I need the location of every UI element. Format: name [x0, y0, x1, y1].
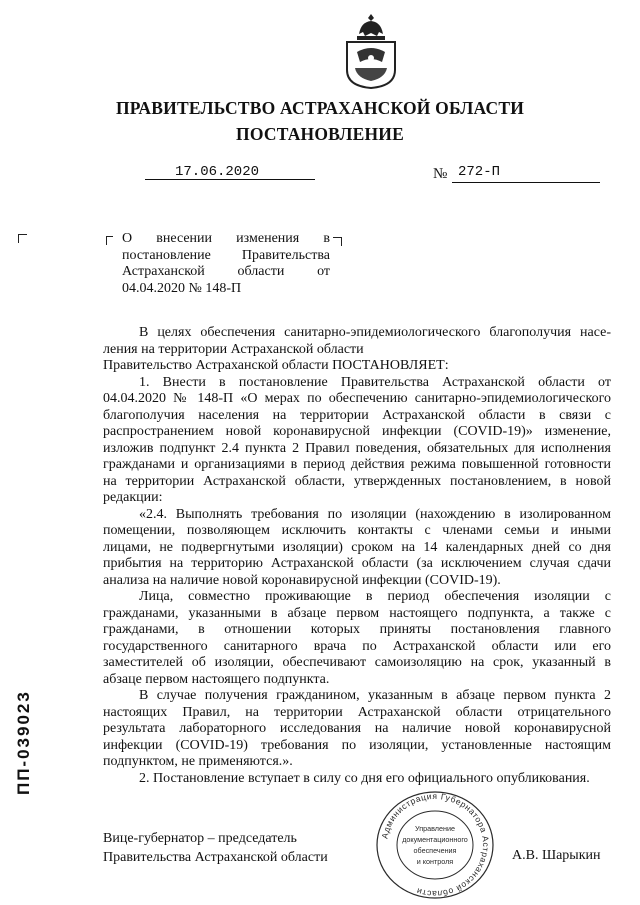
body-line: редакции:: [103, 490, 163, 505]
body-line: изложив подпункт 2.4 пункта 2 Правил поведения, обязательных для исполнения: [103, 440, 611, 456]
body-line: гражданами, в отношении которых приняты постановления главного: [103, 622, 611, 637]
government-title: ПРАВИТЕЛЬСТВО АСТРАХАНСКОЙ ОБЛАСТИ: [115, 98, 525, 118]
signer-position: [103, 829, 328, 867]
stamp-center-line: документационного: [402, 835, 468, 844]
body-line: Правительство Астраханской области ПОСТАНОВЛЯЕТ:: [103, 358, 449, 373]
body-line: 2. Постановление вступает в силу со дня его официального опубликования.: [139, 770, 590, 786]
stamp-ring-text: Администрация Губернатора Астраханской области: [379, 790, 492, 900]
subject-line: постановление Правительства: [122, 247, 330, 263]
signer-position-line: Правительства Астраханской области: [103, 850, 328, 865]
stamp-center-line: обеспечения: [413, 846, 457, 855]
body-line: заместителей об изоляции, обеспечивают самоизоляцию на срок, указанный в: [103, 655, 611, 670]
left-corner-mark: [18, 234, 27, 243]
signer-position-line: Вице-губернатор – председатель: [103, 831, 297, 846]
body-line: инфекции (COVID-19) требования по изоляции, установленные настоящим: [103, 737, 611, 753]
body-line: гражданами и организациями в период действия режима повышенной готовности: [103, 457, 611, 472]
body-line: «2.4. Выполнять требования по изоляции (нахождению в изолированном: [139, 506, 611, 522]
signer-name: А.В. Шарыкин: [512, 848, 601, 863]
body-line: 1. Внести в постановление Правительства Астраханской области от: [139, 374, 611, 390]
body-line: прибытия на территорию Астраханской области (за исключением случая сдачи: [103, 556, 611, 571]
number-sign: №: [433, 166, 448, 182]
body-line: 04.04.2020 № 148-П «О мерах по обеспечению санитарно-эпидемиологического: [103, 391, 611, 406]
body-line: настоящих Правил, на территории Астраханской области отрицательного: [103, 704, 611, 720]
stamp-center-line: Управление: [415, 824, 455, 833]
subject-line: Астраханской области от: [122, 264, 330, 279]
document-body: [103, 325, 611, 787]
body-line: Лица, совместно проживающие в период обеспечения изоляции с: [139, 589, 611, 604]
body-line: В случае получения гражданином, указанным в абзаце первом пункта 2: [139, 688, 611, 703]
body-line: распространением новой коронавирусной инфекции (COVID-19)» изменение,: [103, 424, 611, 439]
stamp-center-line: и контроля: [416, 857, 454, 866]
body-line: подпунктом, не применяются.».: [103, 754, 293, 769]
body-line: В целях обеспечения санитарно-эпидемиологического благополучия насе-: [139, 325, 611, 340]
subject-line: 04.04.2020 № 148-П: [122, 280, 242, 296]
body-line: гражданами, указанными в абзаце первом настоящего подпункта, а также с: [103, 605, 611, 621]
document-number: 272-П: [458, 164, 501, 180]
body-line: государственного санитарного врача по Астраханской области или его: [103, 638, 611, 654]
number-underline: [452, 181, 600, 183]
subject-corner-mark: [106, 236, 113, 245]
serial-number: ПП-039023: [14, 690, 33, 795]
right-corner-mark: [333, 237, 342, 246]
svg-text:Администрация Губернатора Астр: [379, 791, 491, 899]
subject-line: О внесении изменения в: [122, 231, 330, 246]
official-stamp: [370, 790, 500, 900]
body-line: благополучия населения на территории Астраханской области в связи с: [103, 407, 611, 423]
body-line: результата лабораторного исследования на наличие новой коронавирусной: [103, 721, 611, 736]
document-type: ПОСТАНОВЛЕНИЕ: [236, 124, 404, 144]
body-line: анализа на наличие новой коронавирусной инфекции (COVID-19).: [103, 572, 501, 588]
body-line: помещении, позволяющем исключить контакты с членами семьи и иными: [103, 523, 611, 538]
document-date: 17.06.2020: [175, 164, 260, 180]
body-line: абзаце первом настоящего подпункта.: [103, 671, 330, 687]
body-line: ления на территории Астраханской области: [103, 341, 364, 357]
coat-of-arms-icon: [341, 12, 401, 90]
document-subject: [122, 231, 330, 297]
body-line: на территории Астраханской области, утвержденных постановлением, в новой: [103, 473, 611, 489]
body-line: лицами, не подвергнутыми изоляции) сроком на 14 календарных дней со дня: [103, 539, 611, 555]
